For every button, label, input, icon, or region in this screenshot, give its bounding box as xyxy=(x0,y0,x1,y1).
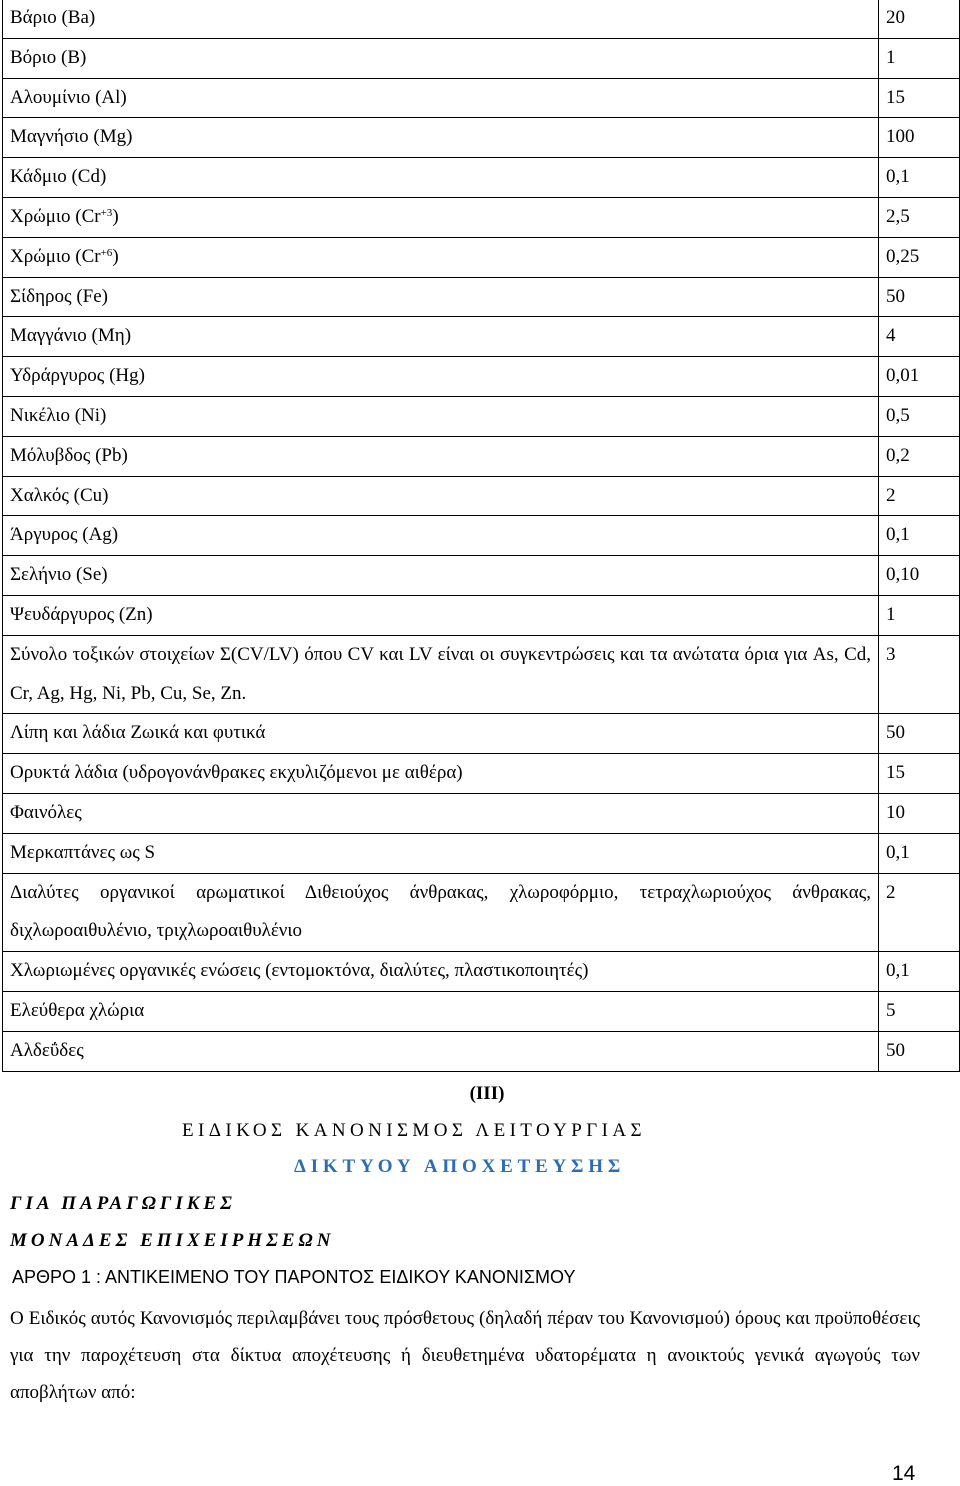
limit-value: 50 xyxy=(879,714,960,754)
limit-value: 0,1 xyxy=(879,833,960,873)
parameter-name xyxy=(3,476,879,516)
parameter-name xyxy=(3,833,879,873)
parameter-label: Λίπη και λάδια Ζωικά και φυτικά xyxy=(10,722,266,744)
table-row xyxy=(3,277,960,317)
parameter-name xyxy=(3,277,879,317)
scope-line-1: ΓΙΑ ΠΑΡΑΓΩΓΙΚΕΣ xyxy=(10,1193,236,1214)
parameter-name xyxy=(3,38,879,78)
parameter-label: Κάδμιο (Cd) xyxy=(10,166,107,188)
limit-value: 15 xyxy=(879,754,960,794)
table-row xyxy=(3,952,960,992)
limit-value: 100 xyxy=(879,118,960,158)
parameter-name xyxy=(3,754,879,794)
parameter-label: Διαλύτες οργανικοί αρωματικοί Διθειούχος άνθρακας, χλωροφόρμιο, τετραχλωριούχος άνθρακας, διχλωροαιθυλένιο, τριχλωροαιθυλένιο xyxy=(10,881,871,942)
parameter-name xyxy=(3,714,879,754)
page-number: 14 xyxy=(892,1462,916,1485)
parameter-label: Υδράργυρος (Hg) xyxy=(10,365,145,387)
table-row xyxy=(3,833,960,873)
parameter-name xyxy=(3,237,879,277)
parameter-name xyxy=(3,516,879,556)
limit-value: 2 xyxy=(879,476,960,516)
table-row xyxy=(3,714,960,754)
parameter-name xyxy=(3,357,879,397)
parameter-label: Χαλκός (Cu) xyxy=(10,484,109,506)
limits-table-body xyxy=(3,0,960,1071)
table-row xyxy=(3,197,960,237)
table-row xyxy=(3,0,960,38)
table-row xyxy=(3,158,960,198)
table-row xyxy=(3,396,960,436)
limit-value: 2 xyxy=(879,873,960,952)
oxidation-state: +6 xyxy=(100,246,113,259)
parameter-label-tail: ) xyxy=(112,245,119,267)
table-row xyxy=(3,516,960,556)
parameter-name xyxy=(3,0,879,38)
parameter-label: Μερκαπτάνες ως S xyxy=(10,841,156,863)
table-row xyxy=(3,595,960,635)
parameter-label: Φαινόλες xyxy=(10,801,82,823)
limit-value: 50 xyxy=(879,1031,960,1071)
parameter-label: Νικέλιο (Ni) xyxy=(10,404,107,426)
table-row xyxy=(3,476,960,516)
limit-value: 15 xyxy=(879,78,960,118)
limit-value: 2,5 xyxy=(879,197,960,237)
section-subtitle: ΔΙΚΤΥΟΥ ΑΠΟΧΕΤΕΥΣΗΣ xyxy=(294,1156,626,1177)
parameter-name xyxy=(3,197,879,237)
parameter-label: Μαγνήσιο (Mg) xyxy=(10,126,133,148)
limit-value: 5 xyxy=(879,991,960,1031)
table-row xyxy=(3,1031,960,1071)
parameter-name xyxy=(3,556,879,596)
parameter-label: Μόλυβδος (Pb) xyxy=(10,444,128,466)
limit-value: 0,2 xyxy=(879,436,960,476)
limit-value: 0,1 xyxy=(879,952,960,992)
parameter-label: Χρώμιο (Cr xyxy=(10,245,101,267)
limit-value: 4 xyxy=(879,317,960,357)
parameter-label: Ορυκτά λάδια (υδρογονάνθρακες εκχυλιζόμενοι με αιθέρα) xyxy=(10,762,463,784)
parameter-name xyxy=(3,793,879,833)
parameter-name xyxy=(3,952,879,992)
limit-value: 3 xyxy=(879,635,960,714)
parameter-label: Μαγγάνιο (Mη) xyxy=(10,325,132,347)
limit-value: 10 xyxy=(879,793,960,833)
parameter-name xyxy=(3,396,879,436)
parameter-label: Σύνολο τοξικών στοιχείων Σ(CV/LV) όπου CV και LV είναι οι συγκεντρώσεις και τα ανώτατα όρια για As, Cd, Cr, Ag, Hg, Ni, Pb, Cu, Se, Zn. xyxy=(10,643,871,704)
limit-value: 1 xyxy=(879,595,960,635)
table-row xyxy=(3,118,960,158)
parameter-label: Σελήνιο (Se) xyxy=(10,564,108,586)
limit-value: 0,5 xyxy=(879,396,960,436)
table-row xyxy=(3,38,960,78)
parameter-label: Χρώμιο (Cr xyxy=(10,205,101,227)
table-row xyxy=(3,237,960,277)
parameter-name xyxy=(3,118,879,158)
table-row xyxy=(3,635,960,714)
table-row xyxy=(3,436,960,476)
article-heading: ΑΡΘΡΟ 1 : ΑΝΤΙΚΕΙΜΕΝΟ ΤΟΥ ΠΑΡΟΝΤΟΣ ΕΙΔΙΚΟΥ ΚΑΝΟΝΙΣΜΟΥ xyxy=(12,1267,576,1287)
parameter-name xyxy=(3,595,879,635)
section-title: ΕΙΔΙΚΟΣ ΚΑΝΟΝΙΣΜΟΣ ΛΕΙΤΟΥΡΓΙΑΣ xyxy=(182,1120,646,1141)
parameter-name xyxy=(3,436,879,476)
parameter-name xyxy=(3,991,879,1031)
parameter-name xyxy=(3,1031,879,1071)
parameter-label: Αλδεΰδες xyxy=(10,1039,84,1061)
parameter-label: Βάριο (Βa) xyxy=(10,7,96,28)
parameter-name xyxy=(3,158,879,198)
limit-value: 0,25 xyxy=(879,237,960,277)
parameter-name xyxy=(3,78,879,118)
parameter-label: Ελεύθερα χλώρια xyxy=(10,999,145,1021)
limits-table xyxy=(2,0,960,1072)
table-row xyxy=(3,793,960,833)
limit-value: 0,1 xyxy=(879,516,960,556)
limit-value: 20 xyxy=(879,0,960,38)
limit-value: 0,1 xyxy=(879,158,960,198)
parameter-name xyxy=(3,873,879,952)
oxidation-state: +3 xyxy=(100,206,113,219)
parameter-name xyxy=(3,317,879,357)
parameter-label: Σίδηρος (Fe) xyxy=(10,285,108,307)
parameter-label: Αλουμίνιο (Al) xyxy=(10,86,127,108)
parameter-label: Ψευδάργυρος (Zn) xyxy=(10,603,153,625)
table-row xyxy=(3,78,960,118)
table-row xyxy=(3,357,960,397)
table-row xyxy=(3,873,960,952)
parameter-name xyxy=(3,635,879,714)
article-paragraph: Ο Ειδικός αυτός Κανονισμός περιλαμβάνει τους πρόσθετους (δηλαδή πέραν του Κανονισμού) όρους και προϋποθέσεις για την παροχέτευση στα δίκτυα αποχέτευσης ή διευθετημένα υδατορέματα η ανοικτούς γενικά αγωγούς των αποβλήτων από: xyxy=(10,1308,920,1403)
scope-line-2: ΜΟΝΑΔΕΣ ΕΠΙΧΕΙΡΗΣΕΩΝ xyxy=(10,1230,335,1251)
table-row xyxy=(3,556,960,596)
limit-value: 0,01 xyxy=(879,357,960,397)
table-row xyxy=(3,317,960,357)
section-number: (ΙΙΙ) xyxy=(469,1083,505,1104)
limit-value: 50 xyxy=(879,277,960,317)
parameter-label-tail: ) xyxy=(112,205,119,227)
limit-value: 0,10 xyxy=(879,556,960,596)
parameter-label: Βόριο (Β) xyxy=(10,46,87,68)
parameter-label: Άργυρος (Ag) xyxy=(10,524,119,546)
table-row xyxy=(3,754,960,794)
limit-value: 1 xyxy=(879,38,960,78)
parameter-label: Χλωριωμένες οργανικές ενώσεις (εντομοκτόνα, διαλύτες, πλαστικοποιητές) xyxy=(10,960,589,982)
table-row xyxy=(3,991,960,1031)
